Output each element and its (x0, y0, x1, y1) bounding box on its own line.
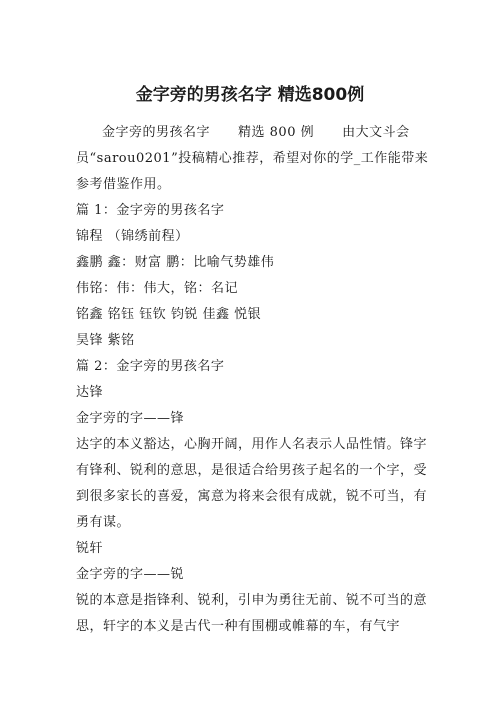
intro-part1: 金字旁的男孩名字 (102, 125, 211, 140)
character-heading: 金字旁的字——锐 (76, 567, 185, 582)
intro-paragraph (76, 120, 436, 198)
intro-rest: “sarou0201”投稿精心推荐，希望对你的学_工作能带来参考借鉴作用。 (76, 151, 429, 192)
name-explanation: 锐的本意是指锋利、锐利，引申为勇往无前、锐不可当的意思，轩字的本义是古代一种有围棚或帷幕的车，有气宇 (76, 593, 428, 634)
intro-part3: 由大文斗会员 (76, 125, 410, 166)
name-entry: 鑫鹏 鑫：财富 鹏：比喻气势雄伟 (76, 255, 275, 270)
document-body (76, 120, 436, 640)
intro-part2: 精选 800 例 (238, 125, 315, 140)
name-entry: 伟铭：伟：伟大，铭：名记 (76, 281, 239, 296)
name-entry: 达锋 (76, 385, 104, 400)
name-entry: 锐轩 (76, 541, 104, 556)
document-title: 金字旁的男孩名字 精选800例 (135, 85, 365, 105)
section-heading: 篇 1：金字旁的男孩名字 (76, 203, 225, 218)
name-entry: 昊锋 紫铭 (76, 333, 135, 348)
character-heading: 金字旁的字——锋 (76, 411, 185, 426)
section-heading: 篇 2：金字旁的男孩名字 (76, 359, 225, 374)
name-entry: 锦程 （锦绣前程） (76, 229, 189, 244)
name-entry: 铭鑫 铭钰 钰钦 钧锐 佳鑫 悦银 (76, 307, 262, 322)
name-explanation: 达字的本义豁达，心胸开阔，用作人名表示人品性情。锋字有锋利、锐利的意思，是很适合给男孩子起名的一个字，受到很多家长的喜爱，寓意为将来会很有成就，锐不可当，有勇有谋。 (76, 437, 428, 530)
